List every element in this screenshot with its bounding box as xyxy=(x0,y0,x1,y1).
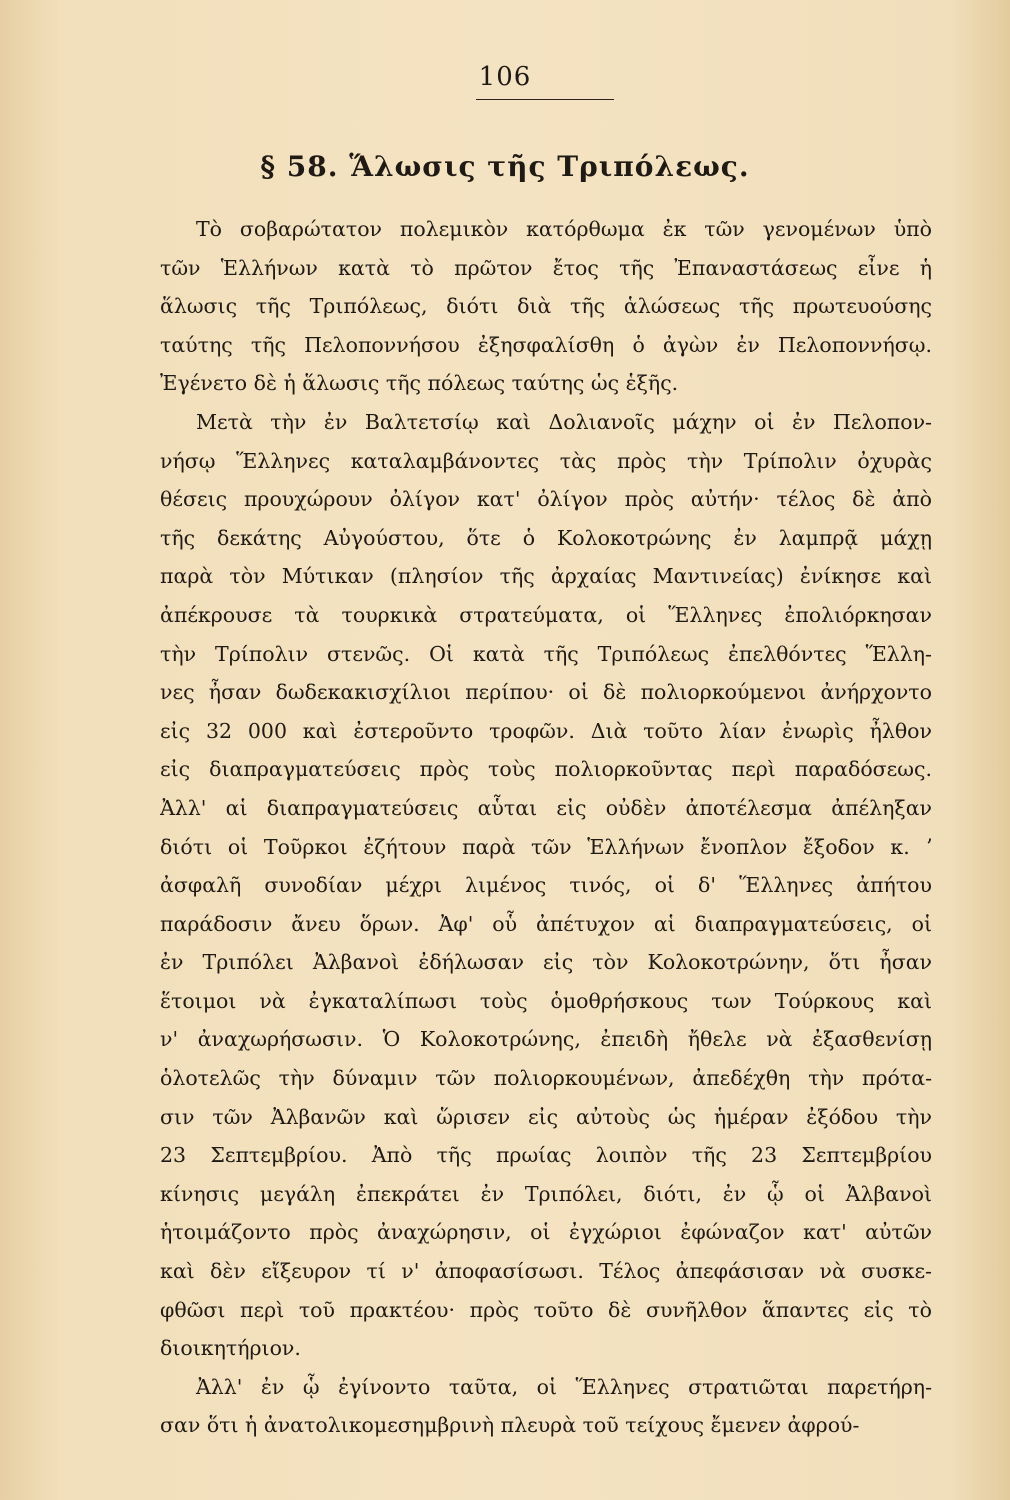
text-line: 23 Σεπτεμβρίου. Ἀπὸ τῆς πρωίας λοιπὸν τῆς 23 Σεπτεμβρίου xyxy=(160,1143,932,1168)
text-line: ταύτης τῆς Πελοποννήσου ἐξησφαλίσθη ὁ ἀγὼν ἐν Πελοποννήσῳ. xyxy=(160,332,932,357)
text-line: παράδοσιν ἄνευ ὅρων. Ἀφ' οὗ ἀπέτυχον αἱ διαπραγματεύσεις, οἱ xyxy=(160,911,932,936)
text-line: διοικητήριον. xyxy=(160,1336,301,1361)
text-line: ὁλοτελῶς τὴν δύναμιν τῶν πολιορκουμένων, ἀπεδέχθη τὴν πρότα- xyxy=(160,1066,932,1091)
text-line: Ἀλλ' ἐν ᾧ ἐγίνοντο ταῦτα, οἱ Ἕλληνες στρατιῶται παρετήρη- xyxy=(196,1374,932,1399)
text-line: διότι οἱ Τοῦρκοι ἐζήτουν παρὰ τῶν Ἑλλήνων ἔνοπλον ἔξοδον κ. ʼ xyxy=(160,834,932,859)
paragraph xyxy=(160,1368,932,1445)
text-line: ἡτοιμάζοντο πρὸς ἀναχώρησιν, οἱ ἐγχώριοι ἐφώναζον κατ' αὐτῶν xyxy=(160,1220,932,1245)
text-line: ἀπέκρουσε τὰ τουρκικὰ στρατεύματα, οἱ Ἕλληνες ἐπολιόρκησαν xyxy=(160,602,932,627)
text-line: ἅλωσις τῆς Τριπόλεως, διότι διὰ τῆς ἁλώσεως τῆς πρωτευούσης xyxy=(160,294,932,319)
text-line: ἐν Τριπόλει Ἀλβανοὶ ἐδήλωσαν εἰς τὸν Κολοκοτρώνην, ὅτι ἦσαν xyxy=(160,950,932,975)
text-line: Ἐγένετο δὲ ἡ ἅλωσις τῆς πόλεως ταύτης ὡς ἑξῆς. xyxy=(160,371,679,396)
text-line: κίνησις μεγάλη ἐπεκράτει ἐν Τριπόλει, διότι, ἐν ᾧ οἱ Ἀλβανοὶ xyxy=(160,1181,932,1206)
text-line: ἕτοιμοι νὰ ἐγκαταλίπωσι τοὺς ὁμοθρήσκους των Τούρκους καὶ xyxy=(160,988,932,1013)
text-line: παρὰ τὸν Μύτικαν (πλησίον τῆς ἀρχαίας Μαντινείας) ἐνίκησε καὶ xyxy=(160,564,932,589)
text-line: καὶ δὲν εἴξευρον τί ν' ἀποφασίσωσι. Τέλος ἀπεφάσισαν νὰ συσκε- xyxy=(160,1259,932,1284)
text-line: τὴν Τρίπολιν στενῶς. Οἱ κατὰ τῆς Τριπόλεως ἐπελθόντες Ἕλλη- xyxy=(160,641,932,666)
text-line: σιν τῶν Ἀλβανῶν καὶ ὥρισεν εἰς αὐτοὺς ὡς ἡμέραν ἐξόδου τὴν xyxy=(160,1104,932,1129)
text-line: ν' ἀναχωρήσωσιν. Ὁ Κολοκοτρώνης, ἐπειδὴ ἤθελε νὰ ἐξασθενίσῃ xyxy=(160,1027,932,1052)
body-text xyxy=(160,210,932,1445)
text-line: Τὸ σοβαρώτατον πολεμικὸν κατόρθωμα ἐκ τῶν γενομένων ὑπὸ xyxy=(196,217,932,241)
page-number: 106 xyxy=(478,62,532,92)
text-line: τῆς δεκάτης Αὐγούστου, ὅτε ὁ Κολοκοτρώνης ἐν λαμπρᾷ μάχῃ xyxy=(160,525,932,550)
paragraph xyxy=(160,210,932,403)
text-line: σαν ὅτι ἡ ἀνατολικομεσημβρινὴ πλευρὰ τοῦ τείχους ἔμενεν ἀφρού- xyxy=(160,1413,860,1438)
text-line: Μετὰ τὴν ἐν Βαλτετσίῳ καὶ Δολιανοῖς μάχην οἱ ἐν Πελοπον- xyxy=(196,409,932,434)
header-rule xyxy=(476,99,614,100)
text-line: τῶν Ἑλλήνων κατὰ τὸ πρῶτον ἔτος τῆς Ἐπαναστάσεως εἶνε ἡ xyxy=(160,255,932,280)
text-line: Ἀλλ' αἱ διαπραγματεύσεις αὗται εἰς οὐδὲν ἀποτέλεσμα ἀπέληξαν xyxy=(160,795,932,820)
text-line: εἰς διαπραγματεύσεις πρὸς τοὺς πολιορκοῦντας περὶ παραδόσεως. xyxy=(160,757,932,782)
text-line: ἀσφαλῆ συνοδίαν μέχρι λιμένος τινός, οἱ δ' Ἕλληνες ἀπήτου xyxy=(160,873,932,898)
paragraph xyxy=(160,403,932,1368)
text-line: θέσεις προυχώρουν ὀλίγον κατ' ὀλίγον πρὸς αὐτήν· τέλος δὲ ἀπὸ xyxy=(160,487,932,512)
section-heading: § 58. Ἅλωσις τῆς Τριπόλεως. xyxy=(260,150,750,183)
text-line: φθῶσι περὶ τοῦ πρακτέου· πρὸς τοῦτο δὲ συνῆλθον ἅπαντες εἰς τὸ xyxy=(160,1297,932,1322)
text-line: νες ἦσαν δωδεκακισχίλιοι περίπου· οἱ δὲ πολιορκούμενοι ἀνήρχοντο xyxy=(160,680,932,705)
text-line: εἰς 32 000 καὶ ἐστεροῦντο τροφῶν. Διὰ τοῦτο λίαν ἐνωρὶς ἦλθον xyxy=(160,718,932,743)
text-line: νήσῳ Ἕλληνες καταλαμβάνοντες τὰς πρὸς τὴν Τρίπολιν ὀχυρὰς xyxy=(160,448,932,473)
